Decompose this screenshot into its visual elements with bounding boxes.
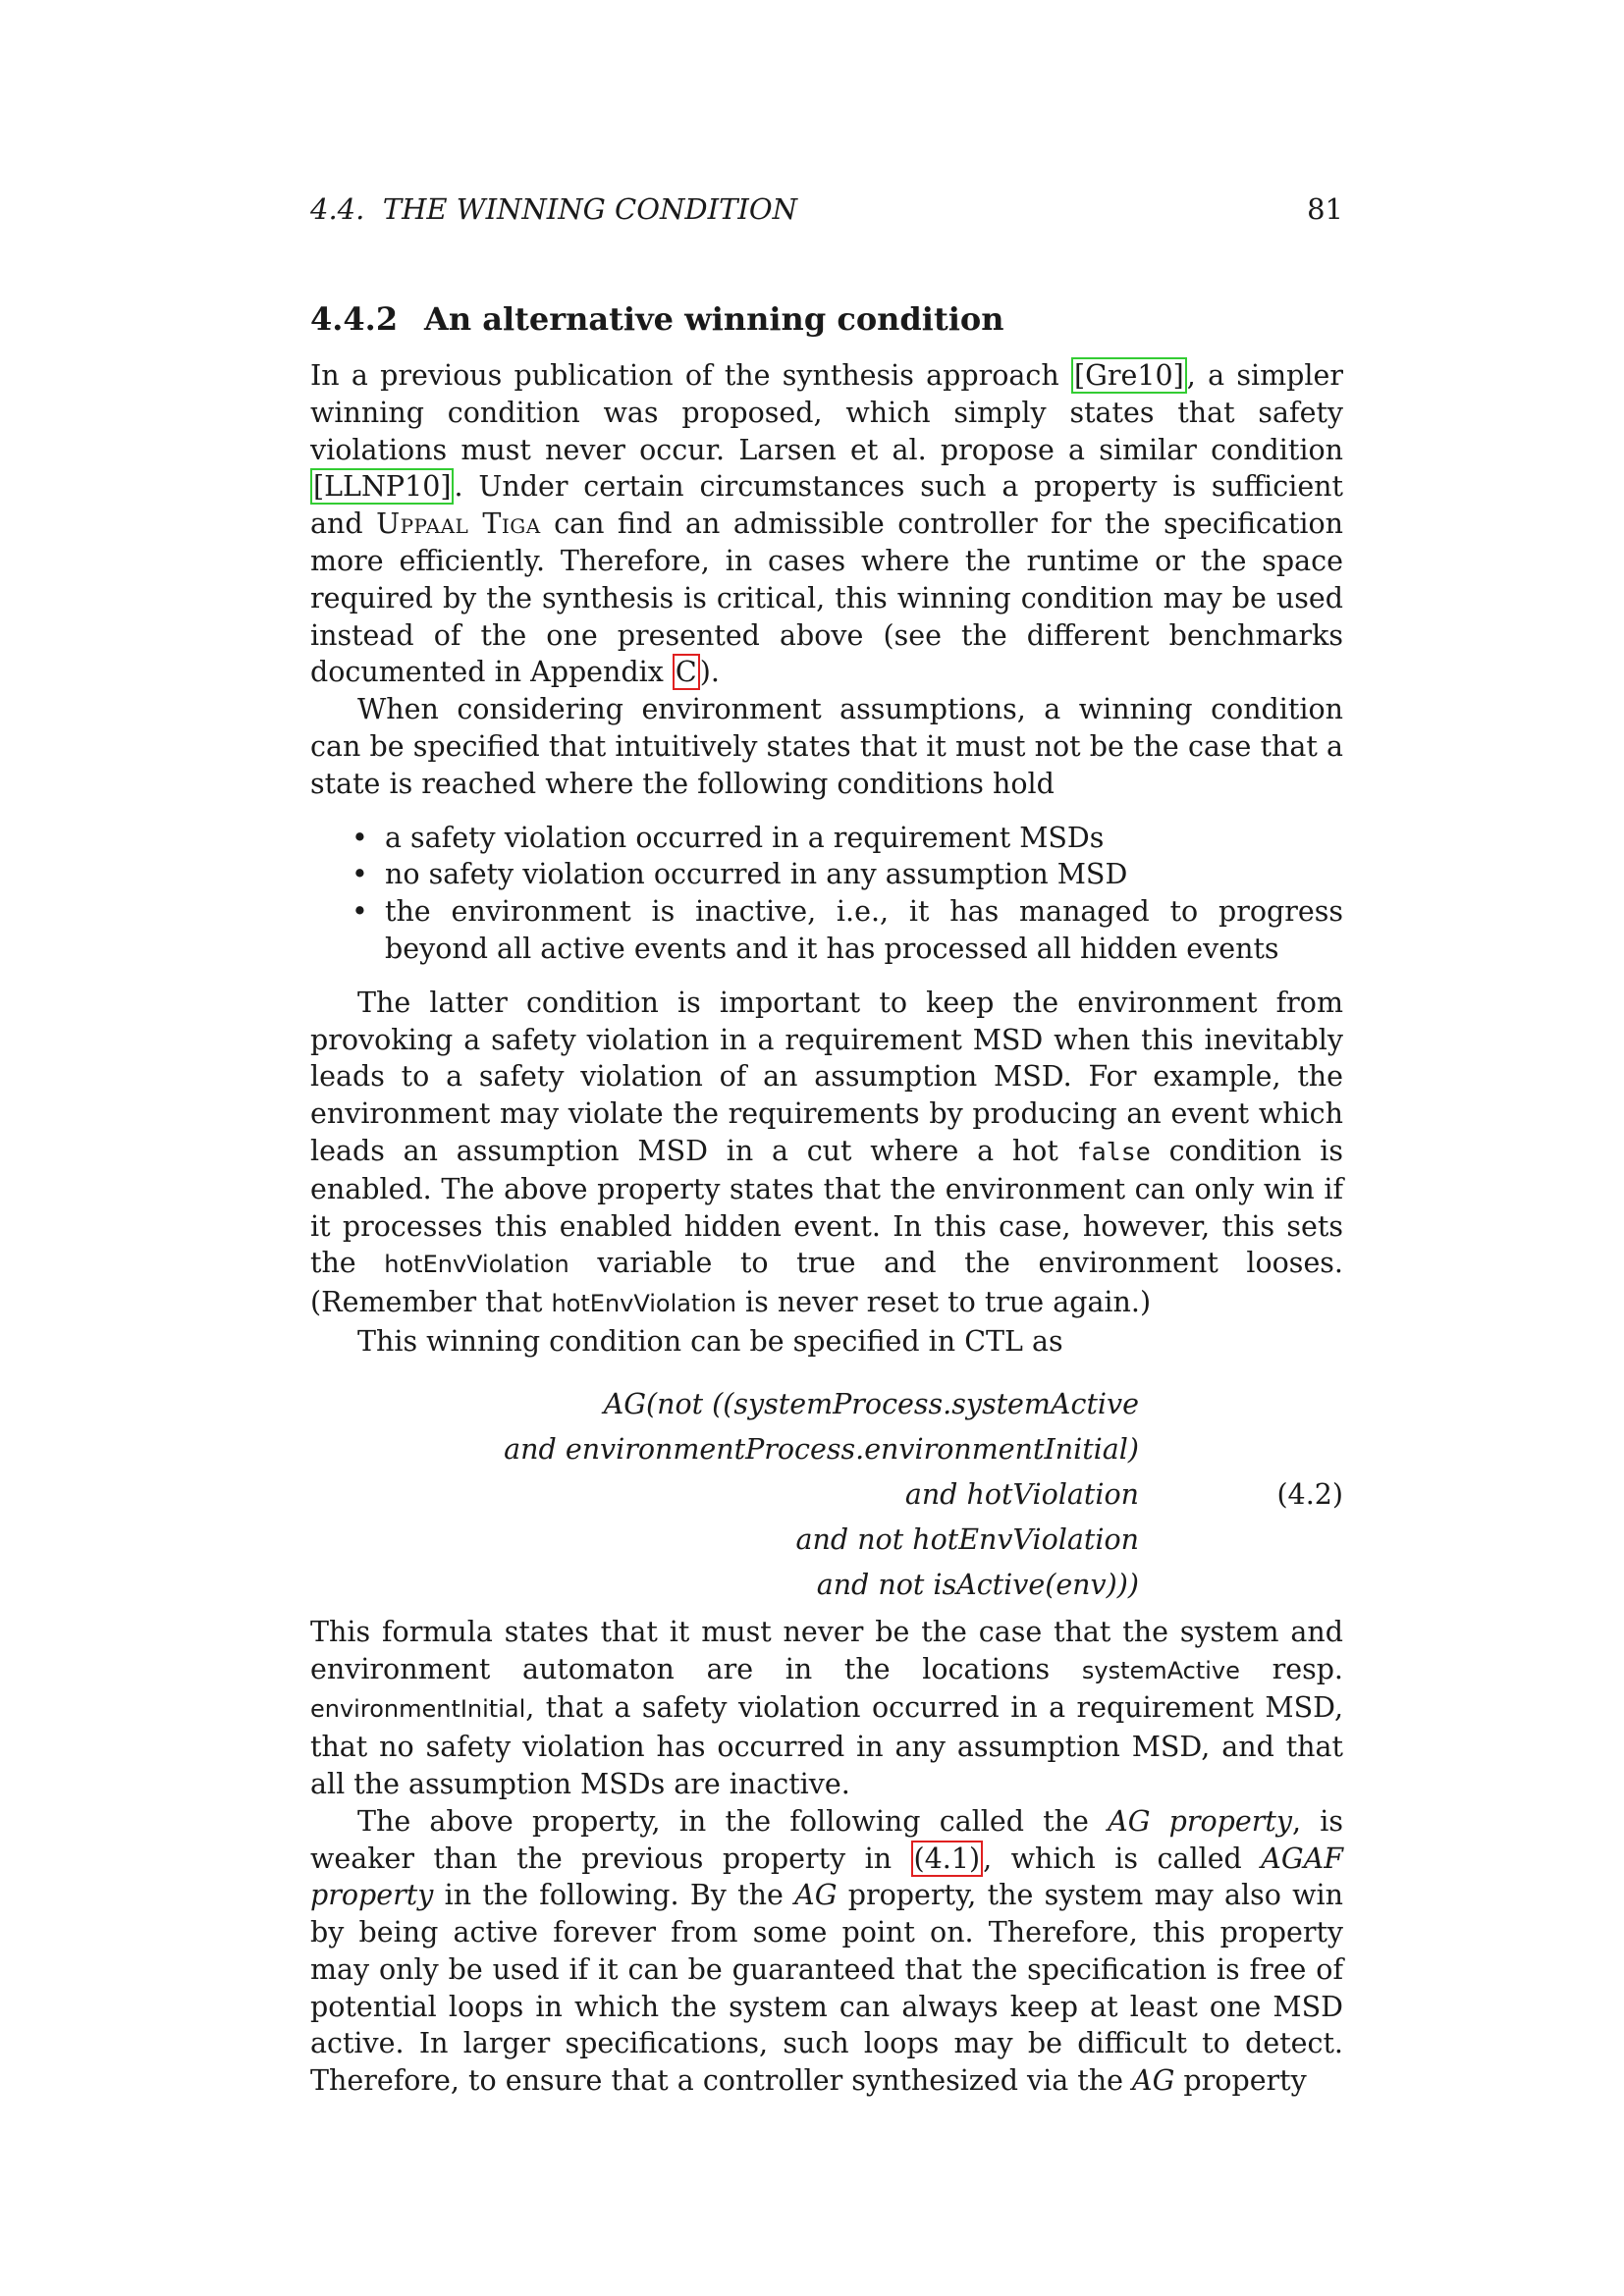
equation-line: and environmentProcess.environmentInitial)	[504, 1432, 1139, 1466]
text: variable to true and the environment looses. (Remember that	[310, 1247, 1343, 1319]
location-name: environmentInitial	[310, 1695, 526, 1724]
equation-line: AG(not ((systemProcess.systemActive	[603, 1387, 1139, 1420]
page-number: 81	[1307, 192, 1343, 226]
equation-number: (4.2)	[1276, 1477, 1343, 1511]
list-item-text: a safety violation occurred in a requirement MSDs	[385, 821, 1105, 854]
variable-name: hotEnvViolation	[384, 1251, 569, 1279]
paragraph-6	[310, 1803, 1343, 2100]
text: . Under certain circumstances such a property is sufficient and	[310, 470, 1343, 541]
body-text	[310, 357, 1343, 2100]
equation-lines	[504, 1382, 1139, 1608]
paragraph-4: This winning condition can be specified in CTL as	[357, 1324, 1063, 1358]
condition-list	[310, 820, 1343, 968]
paragraph-1	[310, 357, 1343, 691]
text: The above property, in the following called the	[357, 1804, 1109, 1838]
text: In a previous publication of the synthesis approach	[310, 359, 1072, 392]
section-number: 4.4.2	[310, 300, 399, 338]
running-head	[310, 192, 1343, 232]
bullet-icon: •	[352, 895, 368, 929]
equation-line: and not isActive(env)))	[816, 1568, 1139, 1601]
list-item	[310, 820, 1343, 857]
text: can find an admissible controller for the specification more efficiently. Therefore, in cases where the runtime or the space required by the synthesis is critical, this winning condition may be used instead of the one presented above (see the different benchmarks documented in Appendix	[310, 507, 1344, 689]
section-heading	[310, 300, 1343, 342]
section-title: An alternative winning condition	[424, 300, 1004, 338]
bullet-icon: •	[352, 858, 368, 891]
running-head-section: 4.4. THE WINNING CONDITION	[310, 192, 798, 226]
emphasis: AG	[794, 1879, 838, 1912]
text: is never reset to true again.)	[735, 1286, 1152, 1319]
variable-name: hotEnvViolation	[551, 1290, 736, 1318]
text: , that a safety violation occurred in a requirement MSD, that no safety violation has occurred in any assumption MSD, and that all the assumption MSDs are inactive.	[310, 1691, 1343, 1800]
text: resp.	[1239, 1652, 1343, 1685]
document-page	[310, 192, 1343, 2100]
equation-4-2	[310, 1382, 1343, 1601]
text: , a simpler winning condition was proposed, which simply states that safety violations must never occur. Larsen et al. propose a similar condition	[310, 359, 1343, 466]
text: property, the system may also win by being active forever from some point on. Therefore, this property may only be used if it can be guaranteed that the specification is free of potential loops in which the system can always keep at least one MSD active. In larger specifications, such loops may be difficult to detect. Therefore, to ensure that a controller synthesized via the	[310, 1879, 1344, 2098]
equation-link[interactable]: (4.1)	[911, 1841, 984, 1877]
tool-name: Uppaal Tiga	[376, 507, 541, 541]
text: in the following. By the	[433, 1879, 795, 1912]
list-item-text: no safety violation occurred in any assumption MSD	[385, 858, 1128, 891]
text: condition is enabled. The above property states that the environment can only win if it processes this enabled hidden event. In this case, however, this sets the	[310, 1134, 1343, 1280]
text: The latter condition is important to keep the environment from provoking a safety violation in a requirement MSD when this inevitably leads to a safety violation of an assumption MSD. For example, the environment may violate the requirements by producing an event which leads an assumption MSD in a cut where a hot	[310, 986, 1343, 1167]
text: ).	[699, 656, 720, 689]
emphasis: AG	[1132, 2064, 1175, 2098]
list-item	[310, 893, 1343, 968]
text: , which is called	[983, 1842, 1262, 1875]
paragraph-5	[310, 1614, 1343, 1803]
paragraph-2: When considering environment assumptions, a winning condition can be specified that intuitively states that it must not be the case that a state is reached where the following conditions hold	[310, 693, 1343, 800]
list-item-text: the environment is inactive, i.e., it has managed to progress beyond all active events and it has processed all hidden events	[385, 895, 1343, 965]
location-name: systemActive	[1081, 1656, 1240, 1684]
emphasis: AGAF property	[310, 1842, 1343, 1912]
citation-link[interactable]: [LLNP10]	[310, 468, 454, 505]
list-item	[310, 856, 1343, 893]
text: This formula states that it must never be the case that the system and environment automaton are in the locations	[310, 1615, 1343, 1685]
text: property	[1174, 2064, 1307, 2098]
paragraph-3	[310, 985, 1343, 1323]
equation-line: and hotViolation	[904, 1477, 1139, 1511]
code-keyword: false	[1076, 1137, 1151, 1166]
citation-link[interactable]: [Gre10]	[1071, 357, 1187, 394]
text: , is weaker than the previous property in	[310, 1804, 1343, 1875]
appendix-link[interactable]: C	[673, 654, 700, 690]
emphasis: AG property	[1108, 1804, 1292, 1838]
equation-line: and not hotEnvViolation	[795, 1522, 1139, 1556]
bullet-icon: •	[352, 821, 368, 854]
